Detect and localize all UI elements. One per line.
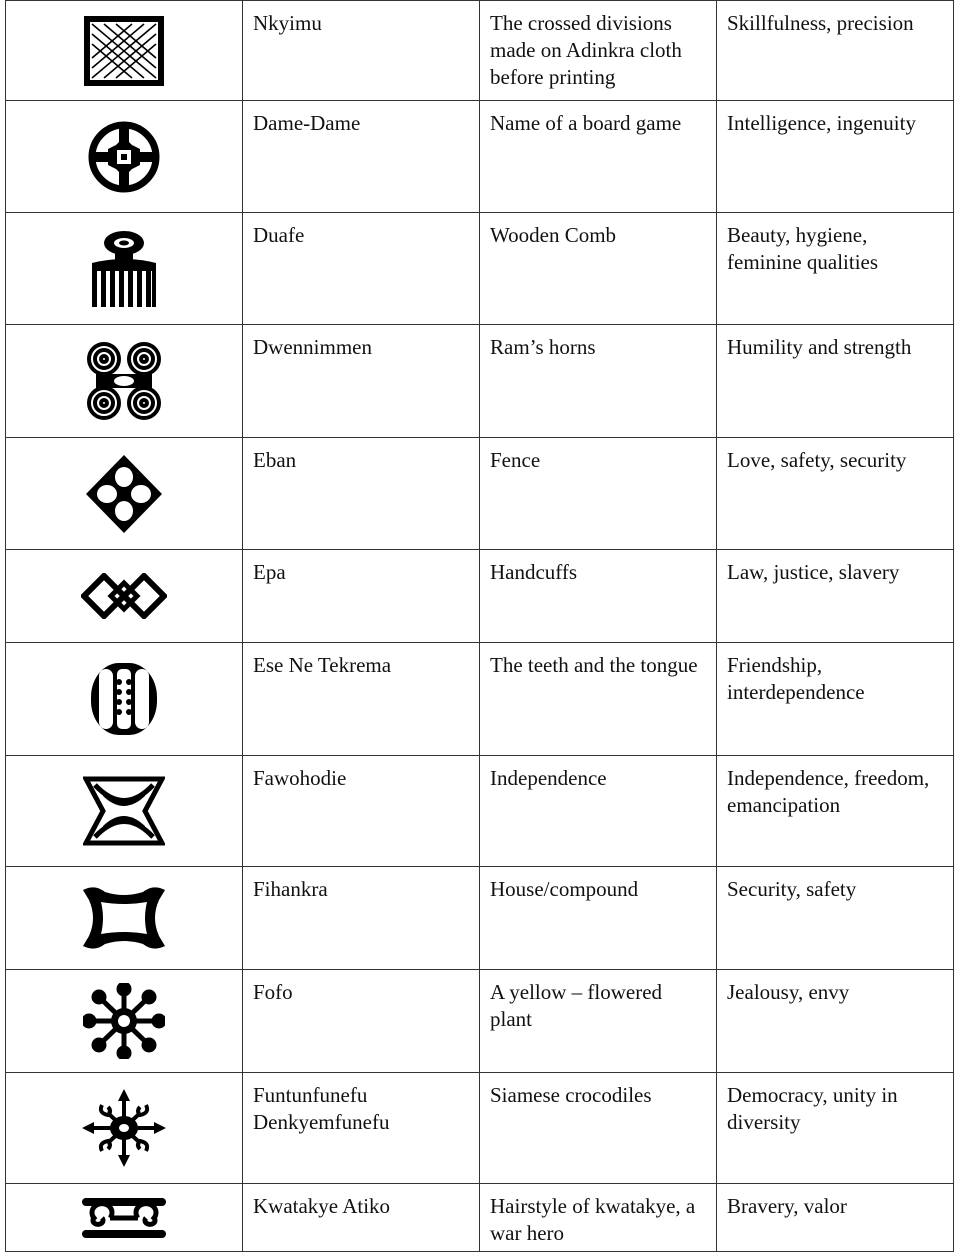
symbol-meaning: Hairstyle of kwatakye, a war hero	[480, 1184, 717, 1252]
symbol-cell	[6, 438, 243, 550]
duafe-icon	[89, 229, 159, 309]
table-row	[6, 970, 954, 1073]
symbol-cell	[6, 101, 243, 213]
symbol-name: Nkyimu	[243, 1, 480, 101]
symbol-significance: Law, justice, slavery	[717, 550, 954, 643]
table-row	[6, 1184, 954, 1252]
symbol-meaning: Independence	[480, 756, 717, 867]
symbol-name: Eban	[243, 438, 480, 550]
symbol-name: Fihankra	[243, 867, 480, 970]
symbol-meaning: Siamese crocodiles	[480, 1073, 717, 1184]
symbol-meaning: The crossed divisions made on Adinkra cloth before printing	[480, 1, 717, 101]
symbol-significance: Security, safety	[717, 867, 954, 970]
table-row	[6, 867, 954, 970]
table-row	[6, 325, 954, 438]
symbol-name: Fawohodie	[243, 756, 480, 867]
table-row	[6, 213, 954, 325]
symbol-meaning: Fence	[480, 438, 717, 550]
symbol-meaning: A yellow – flowered plant	[480, 970, 717, 1073]
table-row	[6, 643, 954, 756]
fihankra-icon	[81, 882, 167, 954]
table-row	[6, 101, 954, 213]
eban-icon	[84, 453, 164, 535]
symbol-name: Epa	[243, 550, 480, 643]
symbol-significance: Jealousy, envy	[717, 970, 954, 1073]
symbol-significance: Independence, freedom, emancipation	[717, 756, 954, 867]
symbol-cell	[6, 756, 243, 867]
table-row	[6, 550, 954, 643]
symbol-significance: Friendship, interdependence	[717, 643, 954, 756]
table-row	[6, 1, 954, 101]
symbol-name: Duafe	[243, 213, 480, 325]
symbol-cell	[6, 1073, 243, 1184]
fofo-icon	[83, 983, 165, 1059]
symbol-cell	[6, 550, 243, 643]
dame-dame-icon	[88, 121, 160, 193]
dwennimmen-icon	[86, 341, 162, 421]
nkyimu-icon	[84, 16, 164, 86]
symbol-significance: Intelligence, ingenuity	[717, 101, 954, 213]
symbol-significance: Beauty, hygiene, feminine qualities	[717, 213, 954, 325]
symbol-name: Dwennimmen	[243, 325, 480, 438]
fawohodie-icon	[83, 776, 165, 846]
funtunfunefu-denkyemfunefu-icon	[80, 1087, 168, 1169]
symbol-meaning: Name of a board game	[480, 101, 717, 213]
symbol-significance: Bravery, valor	[717, 1184, 954, 1252]
symbol-significance: Humility and strength	[717, 325, 954, 438]
symbol-cell	[6, 1, 243, 101]
symbol-name: Fofo	[243, 970, 480, 1073]
symbol-name	[243, 1073, 480, 1184]
symbol-meaning: House/compound	[480, 867, 717, 970]
adinkra-symbols-table	[5, 0, 954, 1252]
table-row	[6, 1073, 954, 1184]
symbol-meaning: Ram’s horns	[480, 325, 717, 438]
symbol-significance: Democracy, unity in diversity	[717, 1073, 954, 1184]
table-row	[6, 756, 954, 867]
symbol-meaning: Wooden Comb	[480, 213, 717, 325]
epa-icon	[81, 573, 167, 619]
symbol-significance: Skillfulness, precision	[717, 1, 954, 101]
symbol-cell	[6, 325, 243, 438]
kwatakye-atiko-icon	[80, 1194, 168, 1242]
symbol-cell	[6, 643, 243, 756]
table-row	[6, 438, 954, 550]
symbol-name-text: Funtunfunefu Denkyemfunefu	[253, 1083, 390, 1134]
symbol-cell	[6, 213, 243, 325]
symbol-name: Ese Ne Tekrema	[243, 643, 480, 756]
symbol-significance: Love, safety, security	[717, 438, 954, 550]
ese-ne-tekrema-icon	[88, 660, 160, 738]
symbol-cell	[6, 1184, 243, 1252]
symbol-name: Dame-Dame	[243, 101, 480, 213]
symbol-cell	[6, 867, 243, 970]
symbol-meaning: Handcuffs	[480, 550, 717, 643]
symbol-meaning: The teeth and the tongue	[480, 643, 717, 756]
symbol-cell	[6, 970, 243, 1073]
symbol-name: Kwatakye Atiko	[243, 1184, 480, 1252]
